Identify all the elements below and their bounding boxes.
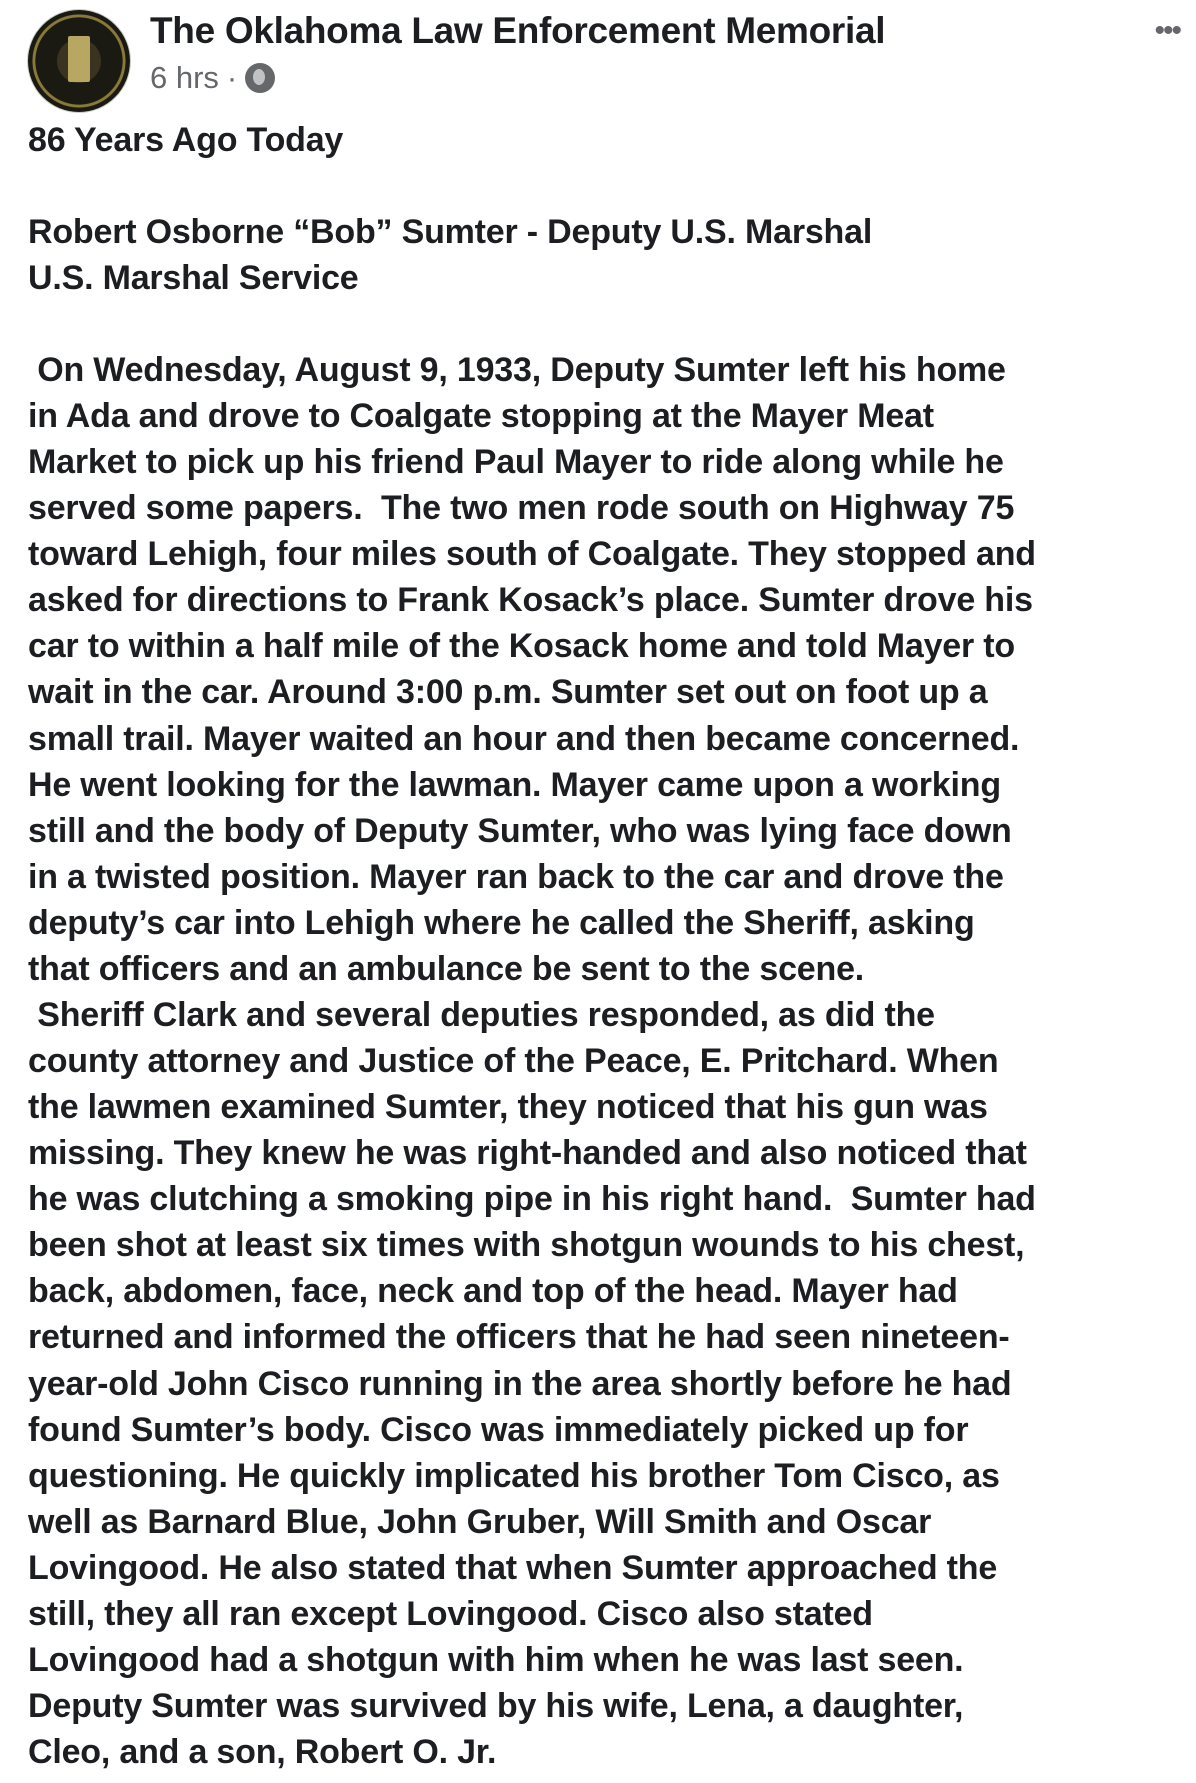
body-line: still, they all ran except Lovingood. Cisco also stated	[28, 1594, 873, 1633]
body-line: found Sumter’s body. Cisco was immediately picked up for	[28, 1410, 969, 1449]
body-line: that officers and an ambulance be sent to the scene.	[28, 949, 865, 988]
body-line: year-old John Cisco running in the area shortly before he had	[28, 1364, 1012, 1403]
body-line: Lovingood. He also stated that when Sumter approached the	[28, 1548, 998, 1587]
body-line: deputy’s car into Lehigh where he called the Sheriff, asking	[28, 903, 975, 942]
body-line: been shot at least six times with shotgun wounds to his chest,	[28, 1226, 1025, 1265]
post-subheading: Robert Osborne “Bob” Sumter - Deputy U.S. Marshal	[28, 213, 873, 251]
post-subheading: U.S. Marshal Service	[28, 259, 359, 297]
body-line: car to within a half mile of the Kosack home and told Mayer to	[28, 627, 1015, 666]
body-line: returned and informed the officers that he had seen nineteen-	[28, 1318, 1010, 1357]
body-line: well as Barnard Blue, John Gruber, Will Smith and Oscar	[28, 1502, 932, 1541]
body-line: missing. They knew he was right-handed and also noticed that	[28, 1134, 1027, 1173]
body-line: small trail. Mayer waited an hour and then became concerned.	[28, 719, 1020, 758]
body-line: Sheriff Clark and several deputies responded, as did the	[28, 995, 935, 1034]
body-line: in Ada and drove to Coalgate stopping at the Mayer Meat	[28, 397, 934, 436]
body-line: Deputy Sumter was survived by his wife, Lena, a daughter,	[28, 1687, 964, 1726]
body-line: Lovingood had a shotgun with him when he was last seen.	[28, 1640, 964, 1679]
separator: ·	[226, 60, 238, 95]
post-time[interactable]: 6 hrs	[150, 60, 219, 95]
body-line: Cleo, and a son, Robert O. Jr.	[28, 1733, 497, 1772]
body-line: county attorney and Justice of the Peace, E. Pritchard. When	[28, 1042, 999, 1081]
body-line: in a twisted position. Mayer ran back to the car and drove the	[28, 857, 1004, 896]
post-heading: 86 Years Ago Today	[28, 121, 344, 159]
body-line: toward Lehigh, four miles south of Coalgate. They stopped and	[28, 535, 1036, 574]
body-line: the lawmen examined Sumter, they noticed that his gun was	[28, 1088, 988, 1127]
body-line: served some papers. The two men rode south on Highway 75	[28, 489, 1015, 528]
globe-icon	[245, 63, 275, 93]
body-line: wait in the car. Around 3:00 p.m. Sumter set out on foot up a	[28, 673, 988, 712]
memorial-logo	[68, 36, 90, 82]
page-avatar[interactable]	[28, 10, 130, 112]
body-line: He went looking for the lawman. Mayer came upon a working	[28, 765, 1001, 804]
body-line: asked for directions to Frank Kosack’s place. Sumter drove his	[28, 581, 1033, 620]
body-line: back, abdomen, face, neck and top of the head. Mayer had	[28, 1272, 958, 1311]
body-line: still and the body of Deputy Sumter, who was lying face down	[28, 811, 1012, 850]
body-line: questioning. He quickly implicated his brother Tom Cisco, as	[28, 1456, 1000, 1495]
body-line: Market to pick up his friend Paul Mayer to ride along while he	[28, 443, 1004, 482]
body-line: he was clutching a smoking pipe in his right hand. Sumter had	[28, 1180, 1036, 1219]
author-name[interactable]: The Oklahoma Law Enforcement Memorial	[150, 10, 886, 51]
body-line: On Wednesday, August 9, 1933, Deputy Sumter left his home	[28, 351, 1006, 389]
post-meta	[150, 60, 275, 96]
ellipsis-icon[interactable]: •••	[1154, 14, 1180, 47]
